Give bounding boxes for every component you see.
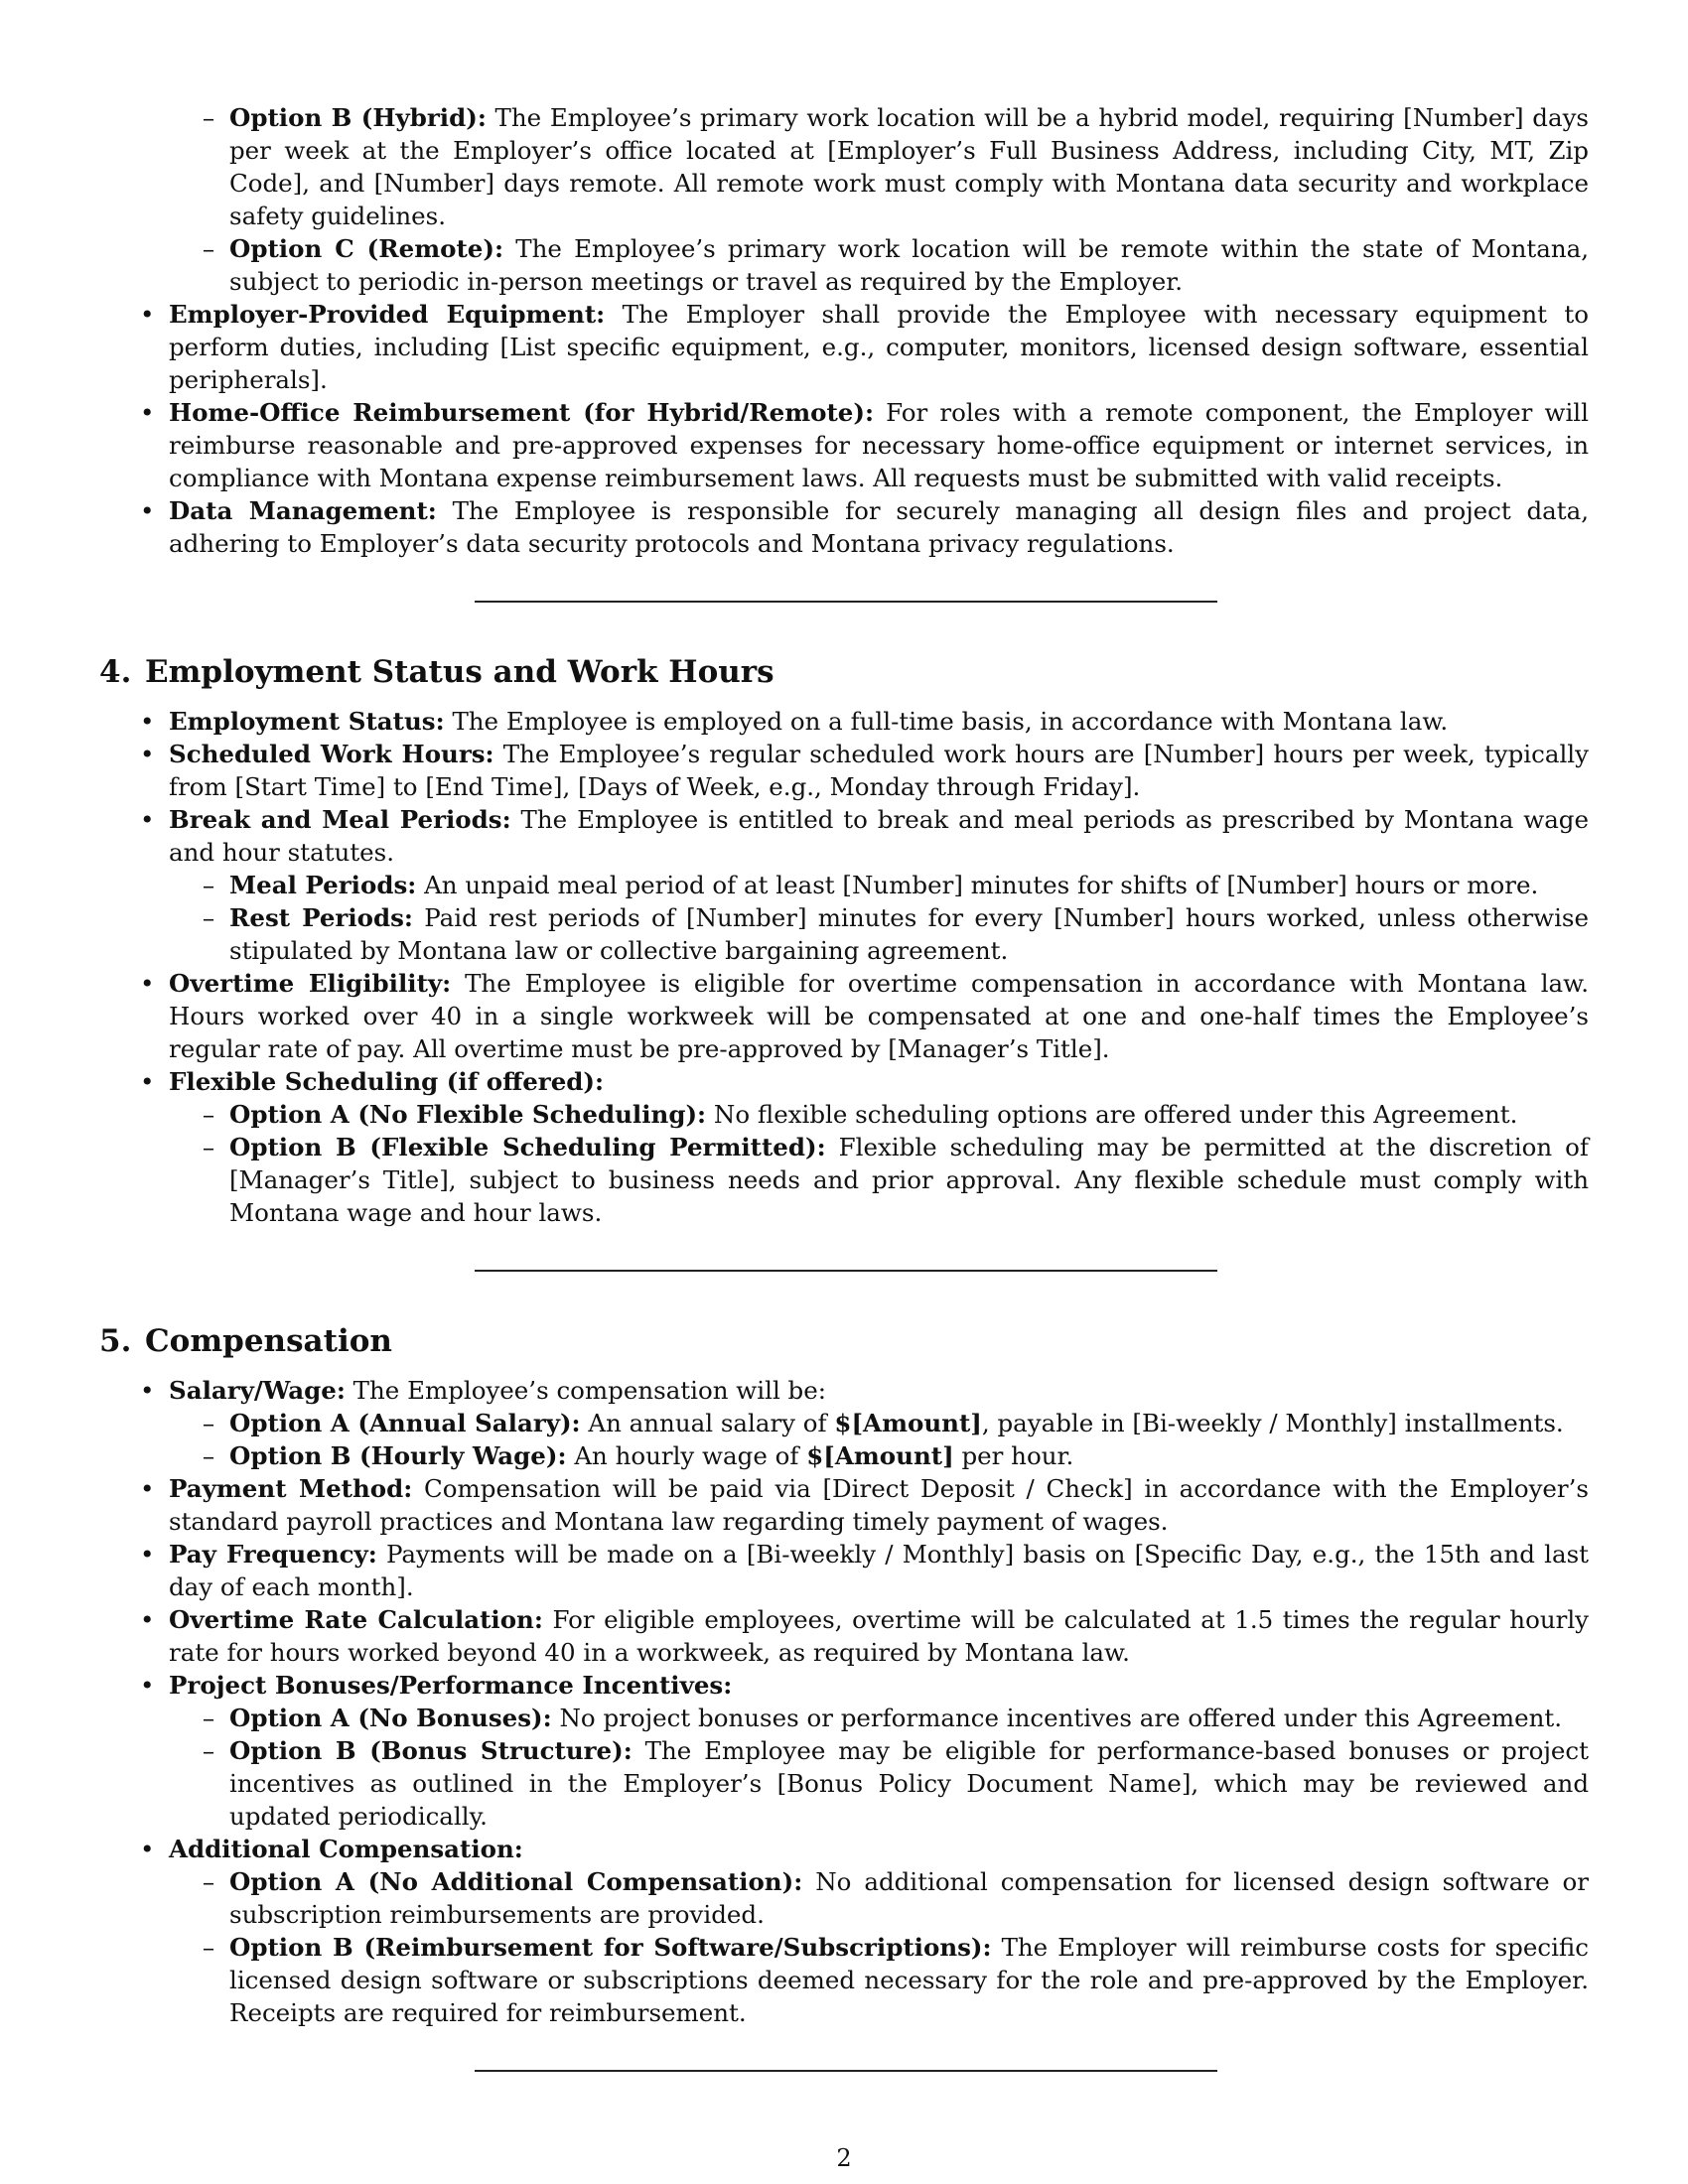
bullet-marker: • (140, 1540, 155, 1569)
item-text: Payments will be made on a [Bi-weekly / Monthly] basis on [Specific Day, e.g., the 15th and last day of each month]. (169, 1540, 1590, 1601)
list-item-data-management (140, 494, 1589, 560)
list-item-work-hours (140, 738, 1589, 803)
amount-placeholder: $[Amount] (806, 1441, 954, 1470)
bullet-marker: • (140, 398, 155, 427)
bullet-marker: • (140, 1474, 155, 1503)
list-item-bonus-option-a (202, 1702, 1589, 1734)
list-item-equipment (140, 298, 1589, 396)
page-number: 2 (836, 2144, 852, 2172)
item-label: Scheduled Work Hours: (169, 740, 494, 768)
item-label: Additional Compensation: (169, 1835, 523, 1863)
item-label: Meal Periods: (229, 871, 417, 899)
item-label: Option A (Annual Salary): (229, 1409, 581, 1437)
list-item (169, 101, 1589, 298)
item-label: Home-Office Reimbursement (for Hybrid/Remote): (169, 398, 874, 427)
horizontal-rule (475, 2070, 1217, 2072)
list-item-flex-option-a (202, 1098, 1589, 1131)
list-item-overtime-rate (140, 1603, 1589, 1669)
dash-marker: – (202, 871, 215, 899)
item-label: Employer-Provided Equipment: (169, 300, 606, 329)
item-text: The Employer will reimburse costs for specific licensed design software or subscriptions deemed necessary for the role and pre-approved by the Employer. Receipts are required for reimbursement. (229, 1933, 1589, 2027)
item-text: Flexible scheduling may be permitted at the discretion of [Manager’s Title], subject to business needs and prior approval. Any flexible schedule must comply with Montana wage and hour laws. (229, 1133, 1589, 1227)
item-text: No flexible scheduling options are offered under this Agreement. (713, 1100, 1518, 1129)
item-label: Option B (Reimbursement for Software/Subscriptions): (229, 1933, 992, 1962)
dash-marker: – (202, 103, 215, 132)
bullet-marker: • (140, 1067, 155, 1096)
list-item-option-b-hybrid (202, 101, 1589, 232)
list-item-rest-periods (202, 901, 1589, 967)
list-item-hourly-wage (202, 1439, 1589, 1472)
list-item-additional-option-b (202, 1931, 1589, 2029)
item-label: Salary/Wage: (169, 1376, 346, 1405)
item-text: The Employee’s primary work location will be remote within the state of Montana, subject to periodic in-person meetings or travel as required by the Employer. (229, 234, 1589, 296)
bullet-marker: • (140, 805, 155, 834)
item-label: Project Bonuses/Performance Incentives: (169, 1671, 733, 1700)
item-text: The Employee is eligible for overtime compensation in accordance with Montana law. Hours worked over 40 in a single workweek will be compensated at one and one-half times the Employee’s regular rate of pay. All overtime must be pre-approved by [Manager’s Title]. (169, 969, 1589, 1063)
item-label: Overtime Eligibility: (169, 969, 452, 998)
list-item-additional-option-a (202, 1865, 1590, 1931)
sublist (169, 101, 1589, 298)
list-item-salary-wage (140, 1374, 1589, 1472)
item-text: The Employee is entitled to break and meal periods as prescribed by Montana wage and hour statutes. (169, 805, 1589, 867)
list-item-pay-frequency (140, 1538, 1590, 1603)
item-text: , payable in [Bi-weekly / Monthly] installments. (981, 1409, 1564, 1437)
bullet-marker: • (140, 1605, 155, 1634)
dash-marker: – (202, 903, 215, 932)
item-label: Option A (No Flexible Scheduling): (229, 1100, 707, 1129)
section-title: Compensation (145, 1323, 392, 1359)
amount-placeholder: $[Amount] (834, 1409, 982, 1437)
top-list (99, 101, 1589, 560)
item-label: Option B (Flexible Scheduling Permitted): (229, 1133, 826, 1161)
item-text: For eligible employees, overtime will be calculated at 1.5 times the regular hourly rate for hours worked beyond 40 in a workweek, as required by Montana law. (169, 1605, 1589, 1667)
sublist (169, 1702, 1589, 1833)
dash-marker: – (202, 1736, 215, 1765)
bullet-marker: • (140, 1835, 155, 1863)
dash-marker: – (202, 1133, 215, 1161)
item-text: The Employee may be eligible for performance-based bonuses or project incentives as outlined in the Employer’s [Bonus Policy Document Name], which may be reviewed and updated periodically. (229, 1736, 1589, 1831)
item-text: An annual salary of (588, 1409, 827, 1437)
item-text: The Employee is employed on a full-time basis, in accordance with Montana law. (452, 707, 1449, 736)
item-label: Payment Method: (169, 1474, 413, 1503)
sublist (169, 1407, 1589, 1472)
list-item-bonuses (140, 1669, 1589, 1833)
bullet-marker: • (140, 707, 155, 736)
list-item-flexible-scheduling (140, 1065, 1589, 1229)
item-label: Overtime Rate Calculation: (169, 1605, 543, 1634)
list-item-additional-compensation (140, 1833, 1590, 2029)
bullet-marker: • (140, 496, 155, 525)
list-item-home-office (140, 396, 1589, 494)
horizontal-rule (475, 1270, 1217, 1272)
list-item-flex-option-b (202, 1131, 1589, 1229)
bullet-marker: • (140, 1376, 155, 1405)
item-label: Option A (No Bonuses): (229, 1704, 552, 1732)
section-4-heading (99, 652, 1589, 692)
section-title: Employment Status and Work Hours (145, 654, 774, 690)
item-label: Option B (Bonus Structure): (229, 1736, 633, 1765)
dash-marker: – (202, 1409, 215, 1437)
list-item-option-c-remote (202, 232, 1589, 298)
item-label: Pay Frequency: (169, 1540, 377, 1569)
sublist (169, 1865, 1589, 2029)
item-label: Option B (Hourly Wage): (229, 1441, 567, 1470)
list-item-employment-status (140, 705, 1589, 738)
item-text: An hourly wage of (574, 1441, 799, 1470)
item-text: The Employer shall provide the Employee with necessary equipment to perform duties, including [List specific equipment, e.g., computer, monitors, licensed design software, essential peripherals]. (169, 300, 1589, 394)
item-label: Flexible Scheduling (if offered): (169, 1067, 605, 1096)
sublist (169, 869, 1589, 967)
item-label: Option A (No Additional Compensation): (229, 1867, 803, 1896)
item-text: Compensation will be paid via [Direct Deposit / Check] in accordance with the Employer’s standard payroll practices and Montana law regarding timely payment of wages. (169, 1474, 1589, 1536)
sublist (169, 1098, 1589, 1229)
list-item-bonus-option-b (202, 1734, 1589, 1833)
page-content (99, 101, 1589, 2072)
list-item-payment-method (140, 1472, 1589, 1538)
item-text: per hour. (961, 1441, 1074, 1470)
bullet-marker: • (140, 969, 155, 998)
item-text: For roles with a remote component, the Employer will reimburse reasonable and pre-approved expenses for necessary home-office equipment or internet services, in compliance with Montana expense reimbursement laws. All requests must be submitted with valid receipts. (169, 398, 1589, 492)
section-5-list (99, 1374, 1589, 2029)
dash-marker: – (202, 1441, 215, 1470)
dash-marker: – (202, 1704, 215, 1732)
bullet-marker: • (140, 740, 155, 768)
horizontal-rule (475, 601, 1217, 603)
item-label: Rest Periods: (229, 903, 413, 932)
dash-marker: – (202, 1867, 215, 1896)
section-number: 5. (99, 1323, 132, 1359)
item-text: The Employee’s regular scheduled work hours are [Number] hours per week, typically from [Start Time] to [End Time], [Days of Week, e.g., Monday through Friday]. (169, 740, 1589, 801)
item-label: Break and Meal Periods: (169, 805, 511, 834)
item-label: Option C (Remote): (229, 234, 504, 263)
list-item-overtime-eligibility (140, 967, 1589, 1065)
section-4-list (99, 705, 1589, 1229)
section-number: 4. (99, 654, 132, 690)
item-label: Option B (Hybrid): (229, 103, 487, 132)
dash-marker: – (202, 234, 215, 263)
dash-marker: – (202, 1933, 215, 1962)
item-text: An unpaid meal period of at least [Number] minutes for shifts of [Number] hours or more. (424, 871, 1539, 899)
section-5-heading (99, 1321, 1589, 1361)
list-item-meal-periods (202, 869, 1589, 901)
list-item-break-meal (140, 803, 1589, 967)
item-text: Paid rest periods of [Number] minutes for every [Number] hours worked, unless otherwise stipulated by Montana law or collective bargaining agreement. (229, 903, 1589, 965)
item-text: The Employee’s primary work location will be a hybrid model, requiring [Number] days per week at the Employer’s office located at [Employer’s Full Business Address, including City, MT, Zip Code], and [Number] days remote. All remote work must comply with Montana data security and workplace safety guidelines. (229, 103, 1589, 230)
item-text: No project bonuses or performance incentives are offered under this Agreement. (559, 1704, 1562, 1732)
item-text: No additional compensation for licensed design software or subscription reimbursements are provided. (229, 1867, 1590, 1929)
dash-marker: – (202, 1100, 215, 1129)
item-text: The Employee’s compensation will be: (352, 1376, 826, 1405)
item-text: The Employee is responsible for securely managing all design files and project data, adhering to Employer’s data security protocols and Montana privacy regulations. (169, 496, 1589, 558)
bullet-marker: • (140, 300, 155, 329)
bullet-marker: • (140, 1671, 155, 1700)
list-item-annual-salary (202, 1407, 1589, 1439)
item-label: Data Management: (169, 496, 437, 525)
item-label: Employment Status: (169, 707, 445, 736)
